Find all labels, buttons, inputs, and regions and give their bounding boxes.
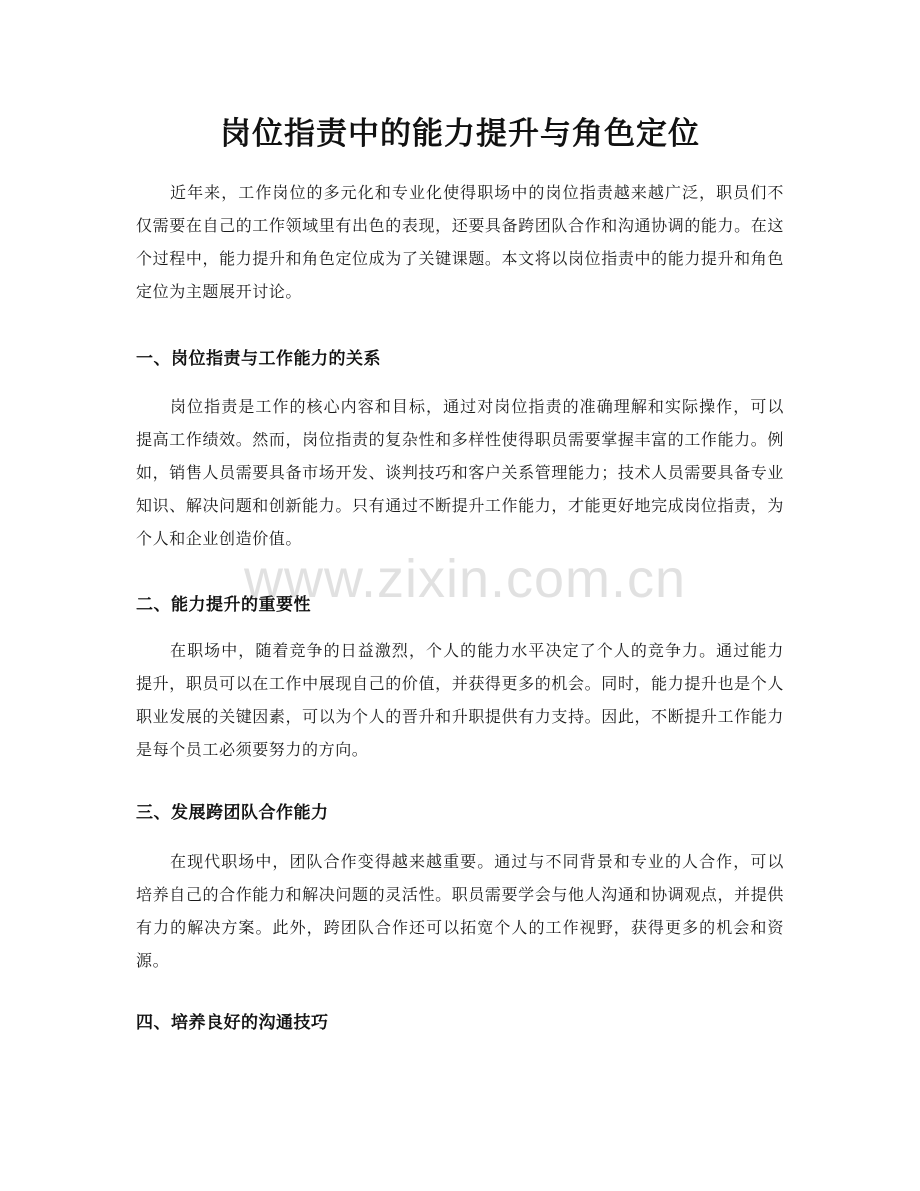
section-heading-2: 二、能力提升的重要性 <box>136 595 311 615</box>
section-heading-3: 三、发展跨团队合作能力 <box>136 803 329 823</box>
section-body-2: 在职场中，随着竞争的日益激烈，个人的能力水平决定了个人的竞争力。通过能力提升，职员可以在工作中展现自己的价值，并获得更多的机会。同时，能力提升也是个人职业发展的关键因素，可以为个人的晋升和升职提供有力支持。因此，不断提升工作能力是每个员工必须要努力的方向。 <box>136 641 784 759</box>
section-heading-1: 一、岗位指责与工作能力的关系 <box>136 349 381 369</box>
intro-paragraph: 近年来，工作岗位的多元化和专业化使得职场中的岗位指责越来越广泛，职员们不仅需要在自己的工作领域里有出色的表现，还要具备跨团队合作和沟通协调的能力。在这个过程中，能力提升和角色定位成为了关键课题。本文将以岗位指责中的能力提升和角色定位为主题展开讨论。 <box>136 183 784 301</box>
watermark: www.zixin.com.cn <box>243 549 687 609</box>
section-body-1: 岗位指责是工作的核心内容和目标，通过对岗位指责的准确理解和实际操作，可以提高工作绩效。然而，岗位指责的复杂性和多样性使得职员需要掌握丰富的工作能力。例如，销售人员需要具备市场开发、谈判技巧和客户关系管理能力；技术人员需要具备专业知识、解决问题和创新能力。只有通过不断提升工作能力，才能更好地完成岗位指责，为个人和企业创造价值。 <box>136 397 784 548</box>
document-title: 岗位指责中的能力提升与角色定位 <box>220 116 700 152</box>
section-heading-4: 四、培养良好的沟通技巧 <box>136 1013 329 1033</box>
section-body-3: 在现代职场中，团队合作变得越来越重要。通过与不同背景和专业的人合作，可以培养自己的合作能力和解决问题的灵活性。职员需要学会与他人沟通和协调观点，并提供有力的解决方案。此外，跨团队合作还可以拓宽个人的工作视野，获得更多的机会和资源。 <box>136 852 784 970</box>
